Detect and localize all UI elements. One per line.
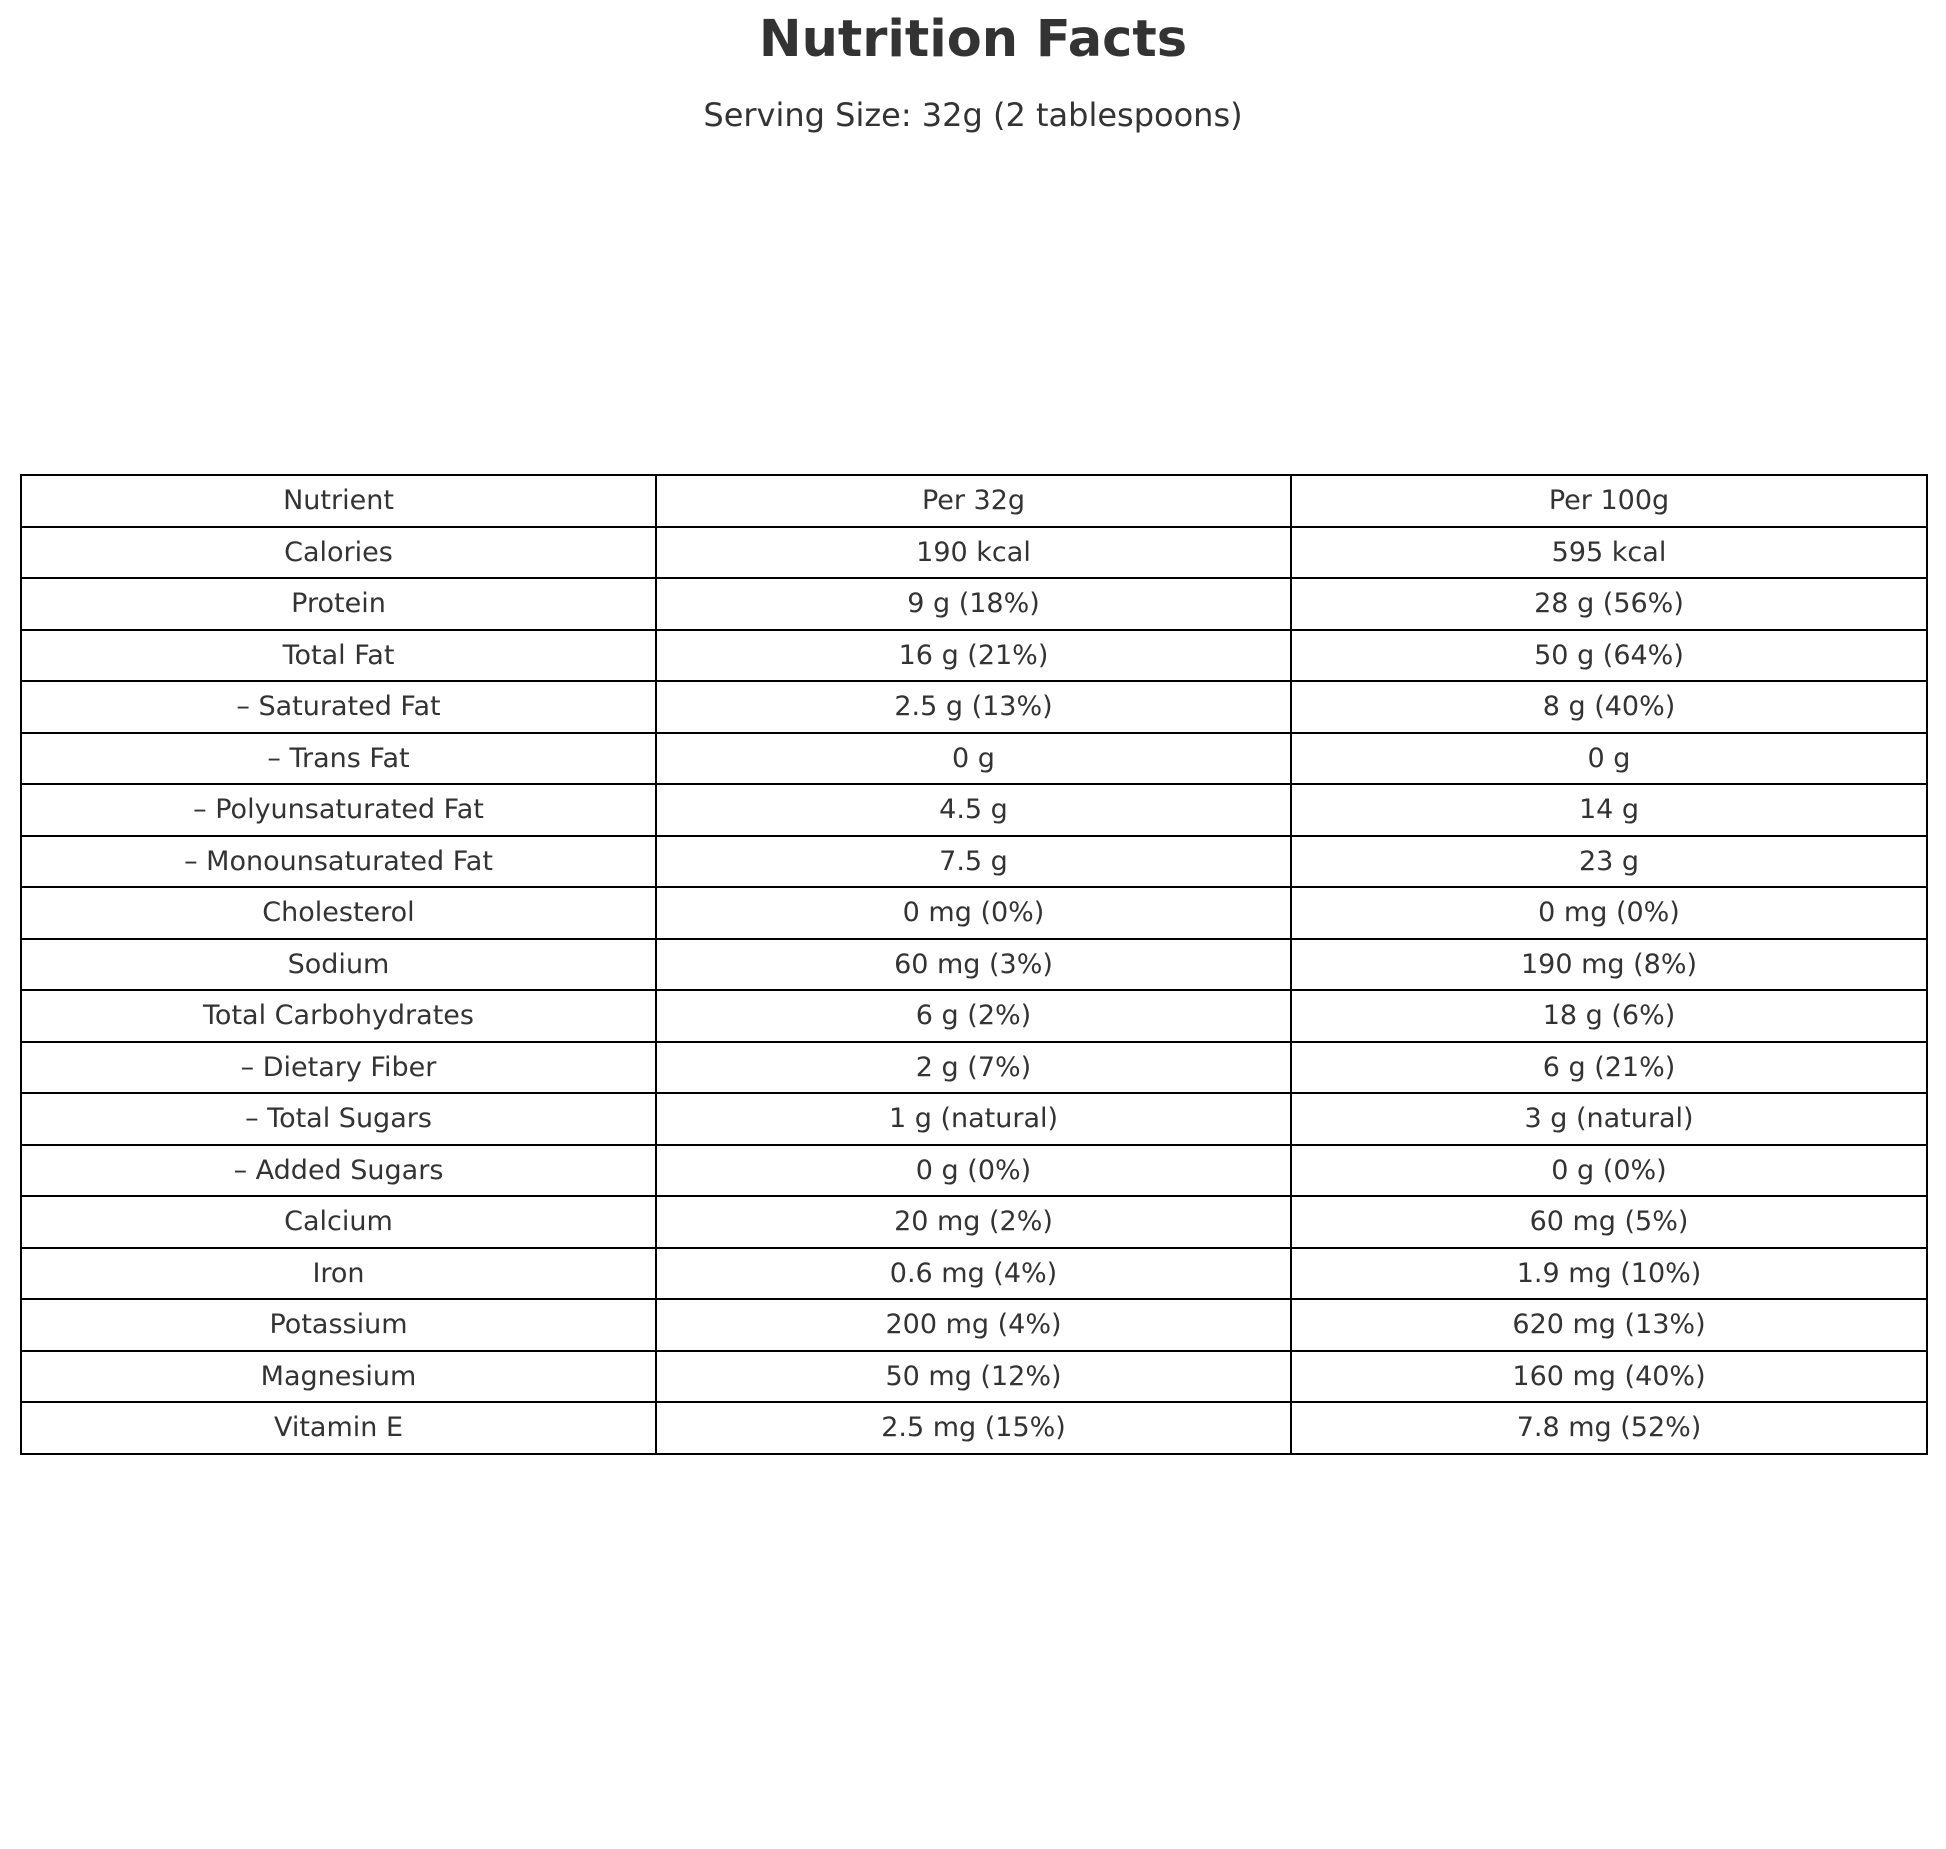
per-100g-cell: 0 g [1291,733,1927,785]
nutrient-cell: Calories [21,527,656,579]
per-100g-cell: 1.9 mg (10%) [1291,1248,1927,1300]
per-100g-cell: 620 mg (13%) [1291,1299,1927,1351]
per-32g-cell: 60 mg (3%) [656,939,1291,991]
table-row [21,939,1927,991]
per-100g-cell: 7.8 mg (52%) [1291,1402,1927,1454]
nutrient-cell: – Monounsaturated Fat [21,836,656,888]
per-32g-cell: 7.5 g [656,836,1291,888]
nutrient-cell: – Total Sugars [21,1093,656,1145]
per-32g-cell: 0 mg (0%) [656,887,1291,939]
table-row [21,836,1927,888]
table-row [21,1402,1927,1454]
per-32g-cell: 50 mg (12%) [656,1351,1291,1403]
per-32g-cell: 200 mg (4%) [656,1299,1291,1351]
table-row [21,887,1927,939]
chart-subtitle: Serving Size: 32g (2 tablespoons) [703,96,1243,134]
nutrient-cell: Vitamin E [21,1402,656,1454]
nutrient-cell: Magnesium [21,1351,656,1403]
table-row [21,1093,1927,1145]
per-100g-cell: 0 mg (0%) [1291,887,1927,939]
per-100g-cell: 23 g [1291,836,1927,888]
nutrient-cell: Iron [21,1248,656,1300]
table-body [21,527,1927,1454]
chart-title: Nutrition Facts [758,10,1188,69]
header-row [21,475,1927,527]
header-per-32g: Per 32g [656,475,1291,527]
per-100g-cell: 50 g (64%) [1291,630,1927,682]
nutrient-cell: – Saturated Fat [21,681,656,733]
per-32g-cell: 4.5 g [656,784,1291,836]
per-100g-cell: 595 kcal [1291,527,1927,579]
nutrient-cell: Protein [21,578,656,630]
table-row [21,1196,1927,1248]
nutrient-cell: Calcium [21,1196,656,1248]
per-100g-cell: 18 g (6%) [1291,990,1927,1042]
per-100g-cell: 3 g (natural) [1291,1093,1927,1145]
table-row [21,527,1927,579]
per-32g-cell: 2.5 mg (15%) [656,1402,1291,1454]
per-32g-cell: 2 g (7%) [656,1042,1291,1094]
nutrient-cell: Sodium [21,939,656,991]
per-32g-cell: 190 kcal [656,527,1291,579]
per-32g-cell: 20 mg (2%) [656,1196,1291,1248]
nutrient-cell: – Polyunsaturated Fat [21,784,656,836]
per-32g-cell: 9 g (18%) [656,578,1291,630]
per-32g-cell: 1 g (natural) [656,1093,1291,1145]
per-100g-cell: 190 mg (8%) [1291,939,1927,991]
table-row [21,681,1927,733]
per-100g-cell: 14 g [1291,784,1927,836]
table-row [21,784,1927,836]
per-100g-cell: 0 g (0%) [1291,1145,1927,1197]
per-100g-cell: 160 mg (40%) [1291,1351,1927,1403]
per-32g-cell: 16 g (21%) [656,630,1291,682]
header-nutrient: Nutrient [21,475,656,527]
per-100g-cell: 8 g (40%) [1291,681,1927,733]
table-row [21,1351,1927,1403]
table-row [21,578,1927,630]
nutrient-cell: Total Fat [21,630,656,682]
nutrient-cell: – Added Sugars [21,1145,656,1197]
nutrient-cell: – Dietary Fiber [21,1042,656,1094]
nutrient-cell: Total Carbohydrates [21,990,656,1042]
per-100g-cell: 28 g (56%) [1291,578,1927,630]
nutrient-cell: – Trans Fat [21,733,656,785]
per-32g-cell: 6 g (2%) [656,990,1291,1042]
per-32g-cell: 0 g [656,733,1291,785]
table-header [21,475,1927,527]
table-row [21,1299,1927,1351]
per-32g-cell: 2.5 g (13%) [656,681,1291,733]
table-row [21,1248,1927,1300]
per-100g-cell: 60 mg (5%) [1291,1196,1927,1248]
table-row [21,1145,1927,1197]
table-row [21,1042,1927,1094]
per-100g-cell: 6 g (21%) [1291,1042,1927,1094]
nutrition-table [20,474,1928,1455]
table-row [21,630,1927,682]
header-per-100g: Per 100g [1291,475,1927,527]
table-row [21,733,1927,785]
nutrient-cell: Potassium [21,1299,656,1351]
per-32g-cell: 0 g (0%) [656,1145,1291,1197]
table-row [21,990,1927,1042]
per-32g-cell: 0.6 mg (4%) [656,1248,1291,1300]
nutrient-cell: Cholesterol [21,887,656,939]
